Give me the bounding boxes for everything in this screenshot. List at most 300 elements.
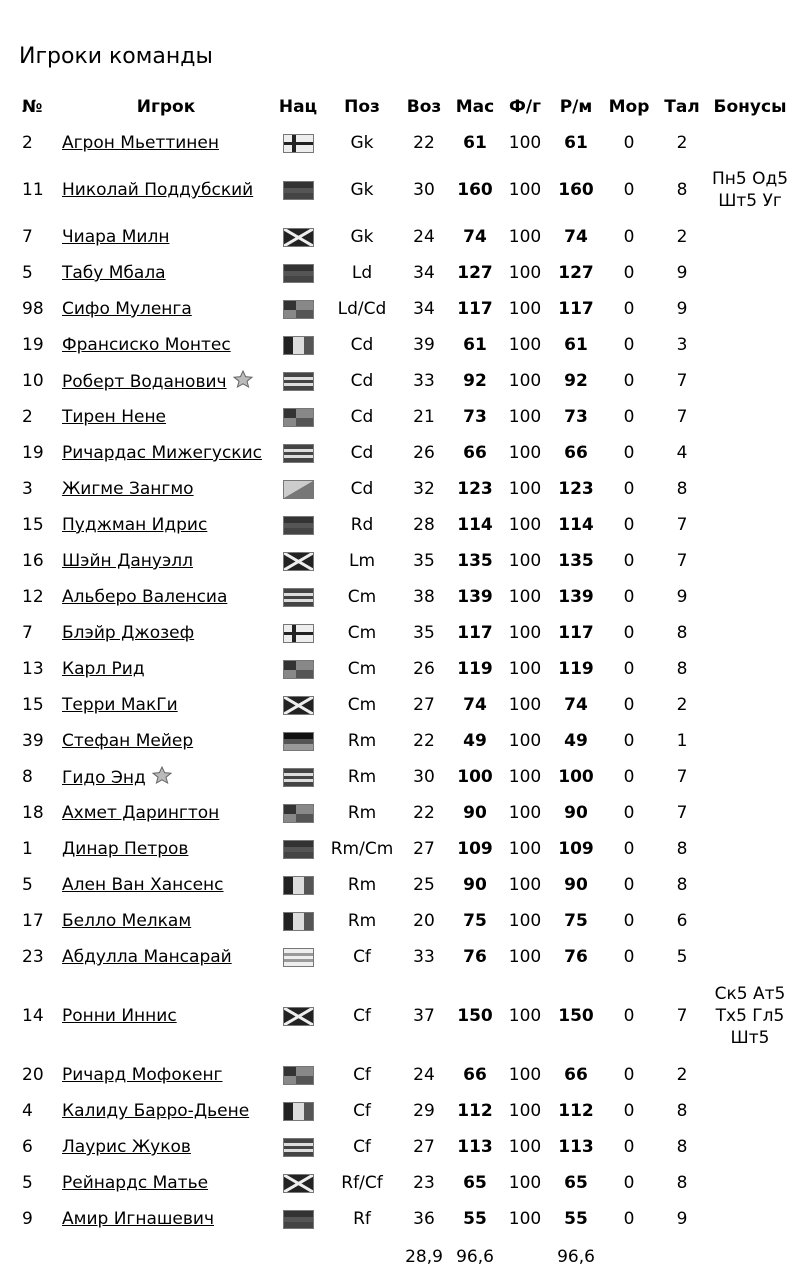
player-morale: 0 — [623, 695, 635, 715]
player-age: 27 — [413, 1137, 435, 1157]
player-age: 37 — [413, 1006, 435, 1026]
table-row — [22, 579, 792, 615]
player-cell — [62, 1129, 270, 1165]
player-number: 13 — [22, 659, 44, 679]
column-header-age: Воз — [406, 97, 442, 117]
player-number: 23 — [22, 947, 44, 967]
bonus-cell — [708, 161, 792, 219]
table-row — [22, 939, 792, 975]
player-mastery: 117 — [457, 299, 493, 319]
player-mastery: 73 — [463, 407, 487, 427]
bonus-cell — [708, 363, 792, 399]
nationality-cell — [270, 219, 326, 255]
player-name-link[interactable]: Белло Мелкам — [62, 911, 192, 931]
player-age: 29 — [413, 1101, 435, 1121]
player-cell — [62, 327, 270, 363]
player-morale: 0 — [623, 133, 635, 153]
player-fitness: 100 — [508, 695, 542, 715]
player-age: 30 — [413, 767, 435, 787]
player-age: 26 — [413, 659, 435, 679]
player-number: 10 — [22, 371, 44, 391]
column-header-talent: Тал — [664, 97, 700, 117]
player-cell — [62, 795, 270, 831]
player-cell — [62, 161, 270, 219]
table-row — [22, 1129, 792, 1165]
player-age: 28 — [413, 515, 435, 535]
player-age: 36 — [413, 1209, 435, 1229]
player-morale: 0 — [623, 587, 635, 607]
player-cell — [62, 1201, 270, 1237]
player-name-link[interactable]: Роберт Воданович — [62, 372, 227, 392]
player-position: Gk — [350, 133, 374, 153]
player-number: 11 — [22, 180, 44, 200]
player-mastery: 127 — [457, 263, 493, 283]
averages-empty-cell — [326, 1237, 398, 1277]
player-position: Cm — [347, 659, 377, 679]
player-talent: 9 — [676, 587, 688, 607]
player-cell — [62, 1057, 270, 1093]
player-name-link[interactable]: Динар Петров — [62, 839, 189, 859]
nationality-cell — [270, 125, 326, 161]
nationality-cell — [270, 471, 326, 507]
player-talent: 2 — [676, 133, 688, 153]
saltire-flag-icon — [283, 1007, 314, 1026]
saltire-flag-icon — [283, 696, 314, 715]
player-name-link[interactable]: Блэйр Джозеф — [62, 623, 195, 643]
player-number: 1 — [22, 839, 33, 859]
player-name-link[interactable]: Пуджман Идрис — [62, 515, 208, 535]
player-morale: 0 — [623, 911, 635, 931]
players-table — [22, 89, 792, 1277]
player-morale: 0 — [623, 407, 635, 427]
mixed-flag-icon — [283, 300, 314, 319]
nationality-cell — [270, 435, 326, 471]
player-number: 14 — [22, 1006, 44, 1026]
player-mastery: 113 — [457, 1137, 493, 1157]
player-mastery: 150 — [457, 1006, 493, 1026]
player-real-mastery: 139 — [558, 587, 594, 607]
player-position: Cd — [350, 407, 374, 427]
player-number: 5 — [22, 875, 33, 895]
nationality-cell — [270, 903, 326, 939]
player-number: 18 — [22, 803, 44, 823]
player-name-link[interactable]: Рейнардс Матье — [62, 1173, 209, 1193]
player-name-link[interactable]: Франсиско Монтес — [62, 335, 231, 355]
player-position: Cd — [350, 443, 374, 463]
table-row — [22, 903, 792, 939]
player-age: 33 — [413, 947, 435, 967]
column-header-nationality: Нац — [278, 97, 318, 117]
player-mastery: 109 — [457, 839, 493, 859]
star-icon — [151, 766, 173, 784]
averages-empty-cell — [656, 1237, 708, 1277]
player-real-mastery: 73 — [564, 407, 588, 427]
player-name-link[interactable]: Чиара Милн — [62, 227, 170, 247]
table-row — [22, 219, 792, 255]
player-mastery: 66 — [463, 1065, 487, 1085]
table-row — [22, 399, 792, 435]
player-name-link[interactable]: Калиду Барро-Дьене — [62, 1101, 250, 1121]
player-name-link[interactable]: Ричардас Мижегускис — [62, 443, 262, 463]
player-real-mastery: 90 — [564, 875, 588, 895]
player-talent: 6 — [676, 911, 688, 931]
table-row — [22, 1165, 792, 1201]
average-real-mastery: 96,6 — [557, 1247, 595, 1267]
player-position: Rm/Cm — [330, 839, 394, 859]
player-real-mastery: 100 — [558, 767, 594, 787]
player-age: 23 — [413, 1173, 435, 1193]
nationality-cell — [270, 255, 326, 291]
player-number: 20 — [22, 1065, 44, 1085]
player-real-mastery: 127 — [558, 263, 594, 283]
player-age: 27 — [413, 695, 435, 715]
player-position: Cf — [353, 1006, 371, 1026]
player-fitness: 100 — [508, 407, 542, 427]
saltire-flag-icon — [283, 228, 314, 247]
table-row — [22, 687, 792, 723]
player-real-mastery: 61 — [564, 133, 588, 153]
player-position: Rf/Cf — [341, 1173, 383, 1193]
player-talent: 9 — [676, 299, 688, 319]
player-morale: 0 — [623, 803, 635, 823]
player-real-mastery: 65 — [564, 1173, 588, 1193]
nationality-cell — [270, 939, 326, 975]
player-fitness: 100 — [508, 551, 542, 571]
player-position: Rd — [350, 515, 374, 535]
player-mastery: 76 — [463, 947, 487, 967]
dark-tricolor-flag-icon — [283, 840, 314, 859]
player-morale: 0 — [623, 839, 635, 859]
player-morale: 0 — [623, 227, 635, 247]
column-header-morale: Мор — [608, 97, 650, 117]
player-fitness: 100 — [508, 803, 542, 823]
bonus-cell — [708, 723, 792, 759]
nordic-cross-flag-icon — [283, 624, 314, 643]
player-number: 12 — [22, 587, 44, 607]
player-talent: 2 — [676, 1065, 688, 1085]
player-position: Cm — [347, 587, 377, 607]
player-fitness: 100 — [508, 479, 542, 499]
player-number: 7 — [22, 227, 33, 247]
player-name-link[interactable]: Николай Поддубский — [62, 180, 254, 200]
player-mastery: 90 — [463, 875, 487, 895]
player-talent: 9 — [676, 1209, 688, 1229]
table-row — [22, 435, 792, 471]
bonus-cell — [708, 1093, 792, 1129]
player-fitness: 100 — [508, 443, 542, 463]
player-name-link[interactable]: Амир Игнашевич — [62, 1209, 215, 1229]
player-fitness: 100 — [508, 947, 542, 967]
average-age: 28,9 — [405, 1247, 443, 1267]
dark-tricolor-flag-icon — [283, 181, 314, 200]
player-real-mastery: 74 — [564, 695, 588, 715]
table-row — [22, 723, 792, 759]
player-talent: 8 — [676, 1173, 688, 1193]
player-name-link[interactable]: Карл Рид — [62, 659, 145, 679]
table-row — [22, 291, 792, 327]
table-row — [22, 1201, 792, 1237]
table-row — [22, 327, 792, 363]
player-mastery: 92 — [463, 371, 487, 391]
player-name-link[interactable]: Ричард Мофокенг — [62, 1065, 223, 1085]
vertical-tricolor-flag-icon — [283, 1102, 314, 1121]
bonus-cell — [708, 759, 792, 795]
player-position: Rm — [347, 911, 377, 931]
player-mastery: 55 — [463, 1209, 487, 1229]
nationality-cell — [270, 1129, 326, 1165]
nationality-cell — [270, 651, 326, 687]
player-number: 2 — [22, 407, 33, 427]
bonus-cell — [708, 903, 792, 939]
player-morale: 0 — [623, 875, 635, 895]
nationality-cell — [270, 507, 326, 543]
player-position: Rm — [347, 731, 377, 751]
average-mastery: 96,6 — [456, 1247, 494, 1267]
bonus-cell — [708, 255, 792, 291]
bonus-cell — [708, 1165, 792, 1201]
player-cell — [62, 939, 270, 975]
player-cell — [62, 651, 270, 687]
bonus-cell — [708, 543, 792, 579]
player-name-link[interactable]: Агрон Мьеттинен — [62, 133, 219, 153]
bonus-line: Шт5 Уг — [718, 191, 782, 211]
player-cell — [62, 903, 270, 939]
player-real-mastery: 61 — [564, 335, 588, 355]
player-number: 15 — [22, 515, 44, 535]
player-mastery: 75 — [463, 911, 487, 931]
player-cell — [62, 867, 270, 903]
table-row — [22, 1057, 792, 1093]
bonus-cell — [708, 975, 792, 1057]
player-talent: 4 — [676, 443, 688, 463]
player-fitness: 100 — [508, 731, 542, 751]
bonus-line: Тх5 Гл5 — [715, 1006, 785, 1026]
player-age: 39 — [413, 335, 435, 355]
nationality-cell — [270, 291, 326, 327]
player-age: 25 — [413, 875, 435, 895]
player-talent: 2 — [676, 695, 688, 715]
player-number: 2 — [22, 133, 33, 153]
player-name-link[interactable]: Жигме Зангмо — [62, 479, 194, 499]
player-morale: 0 — [623, 947, 635, 967]
player-real-mastery: 160 — [558, 180, 594, 200]
horizontal-stripes-flag-icon — [283, 372, 314, 391]
nationality-cell — [270, 1165, 326, 1201]
player-name-link[interactable]: Ален Ван Хансенс — [62, 875, 224, 895]
player-real-mastery: 76 — [564, 947, 588, 967]
table-row — [22, 651, 792, 687]
player-number: 19 — [22, 443, 44, 463]
column-header-number: № — [22, 97, 43, 117]
player-cell — [62, 1093, 270, 1129]
dark-tricolor-flag-icon — [283, 516, 314, 535]
player-fitness: 100 — [508, 1209, 542, 1229]
player-talent: 7 — [676, 767, 688, 787]
player-age: 22 — [413, 731, 435, 751]
light-stripes-flag-icon — [283, 948, 314, 967]
player-number: 8 — [22, 767, 33, 787]
player-position: Lm — [348, 551, 376, 571]
vertical-tricolor-flag-icon — [283, 876, 314, 895]
player-talent: 2 — [676, 227, 688, 247]
column-header-mastery: Мас — [455, 97, 495, 117]
player-cell — [62, 579, 270, 615]
player-number: 9 — [22, 1209, 33, 1229]
bonus-cell — [708, 939, 792, 975]
player-cell — [62, 399, 270, 435]
player-position: Rm — [347, 875, 377, 895]
table-header-row — [22, 89, 792, 125]
player-fitness: 100 — [508, 875, 542, 895]
player-talent: 1 — [676, 731, 688, 751]
column-header-fitness: Ф/г — [509, 97, 541, 117]
player-mastery: 114 — [457, 515, 493, 535]
player-number: 98 — [22, 299, 44, 319]
player-cell — [62, 255, 270, 291]
player-morale: 0 — [623, 263, 635, 283]
player-name-link[interactable]: Гидо Энд — [62, 768, 146, 788]
player-fitness: 100 — [508, 371, 542, 391]
nationality-cell — [270, 543, 326, 579]
player-name-link[interactable]: Ронни Иннис — [62, 1006, 177, 1026]
player-mastery: 100 — [457, 767, 493, 787]
mixed-flag-icon — [283, 804, 314, 823]
table-row — [22, 615, 792, 651]
player-cell — [62, 435, 270, 471]
player-name-link[interactable]: Лаурис Жуков — [62, 1137, 191, 1157]
player-number: 5 — [22, 263, 33, 283]
player-name-link[interactable]: Тирен Нене — [62, 407, 167, 427]
player-fitness: 100 — [508, 263, 542, 283]
player-mastery: 117 — [457, 623, 493, 643]
nationality-cell — [270, 795, 326, 831]
player-name-link[interactable]: Табу Мбала — [62, 263, 166, 283]
bonus-cell — [708, 1129, 792, 1165]
player-number: 15 — [22, 695, 44, 715]
player-mastery: 112 — [457, 1101, 493, 1121]
player-fitness: 100 — [508, 911, 542, 931]
dark-tricolor-flag-icon — [283, 264, 314, 283]
player-position: Cm — [347, 695, 377, 715]
player-mastery: 90 — [463, 803, 487, 823]
player-age: 26 — [413, 443, 435, 463]
player-fitness: 100 — [508, 180, 542, 200]
player-age: 22 — [413, 803, 435, 823]
player-cell — [62, 363, 270, 399]
player-age: 34 — [413, 299, 435, 319]
nationality-cell — [270, 363, 326, 399]
player-name-link[interactable]: Абдулла Мансарай — [62, 947, 232, 967]
player-name-link[interactable]: Сифо Муленга — [62, 299, 192, 319]
player-morale: 0 — [623, 299, 635, 319]
player-position: Rf — [353, 1209, 371, 1229]
player-talent: 8 — [676, 479, 688, 499]
player-real-mastery: 75 — [564, 911, 588, 931]
player-name-link[interactable]: Стефан Мейер — [62, 731, 194, 751]
player-fitness: 100 — [508, 1006, 542, 1026]
player-real-mastery: 90 — [564, 803, 588, 823]
averages-empty-cell — [22, 1237, 62, 1277]
player-fitness: 100 — [508, 133, 542, 153]
player-age: 20 — [413, 911, 435, 931]
player-talent: 8 — [676, 659, 688, 679]
player-real-mastery: 135 — [558, 551, 594, 571]
player-real-mastery: 117 — [558, 623, 594, 643]
column-header-real-mastery: Р/м — [559, 97, 593, 117]
table-row — [22, 831, 792, 867]
player-real-mastery: 150 — [558, 1006, 594, 1026]
player-name-link[interactable]: Терри МакГи — [62, 695, 178, 715]
bonus-cell — [708, 651, 792, 687]
player-age: 35 — [413, 551, 435, 571]
player-position: Rm — [347, 803, 377, 823]
player-fitness: 100 — [508, 1137, 542, 1157]
player-name-link[interactable]: Альберо Валенсиа — [62, 587, 228, 607]
nationality-cell — [270, 615, 326, 651]
player-fitness: 100 — [508, 839, 542, 859]
player-morale: 0 — [623, 731, 635, 751]
player-cell — [62, 291, 270, 327]
dark-tricolor-flag-icon — [283, 1210, 314, 1229]
player-age: 24 — [413, 227, 435, 247]
player-talent: 8 — [676, 839, 688, 859]
nationality-cell — [270, 1093, 326, 1129]
player-talent: 7 — [676, 407, 688, 427]
player-name-link[interactable]: Ахмет Дарингтон — [62, 803, 220, 823]
player-morale: 0 — [623, 1101, 635, 1121]
bonus-cell — [708, 579, 792, 615]
player-real-mastery: 66 — [564, 1065, 588, 1085]
player-talent: 8 — [676, 1137, 688, 1157]
player-age: 32 — [413, 479, 435, 499]
player-talent: 7 — [676, 371, 688, 391]
nationality-cell — [270, 1057, 326, 1093]
table-row — [22, 125, 792, 161]
player-position: Gk — [350, 180, 374, 200]
averages-empty-cell — [500, 1237, 550, 1277]
player-fitness: 100 — [508, 623, 542, 643]
nationality-cell — [270, 327, 326, 363]
saltire-flag-icon — [283, 552, 314, 571]
player-real-mastery: 114 — [558, 515, 594, 535]
player-fitness: 100 — [508, 515, 542, 535]
vertical-tricolor-flag-icon — [283, 912, 314, 931]
player-real-mastery: 66 — [564, 443, 588, 463]
player-position: Cf — [353, 1065, 371, 1085]
nationality-cell — [270, 1201, 326, 1237]
averages-empty-cell — [708, 1237, 792, 1277]
mixed-flag-icon — [283, 408, 314, 427]
player-morale: 0 — [623, 1065, 635, 1085]
bonus-cell — [708, 867, 792, 903]
column-header-position: Поз — [344, 97, 380, 117]
bonus-cell — [708, 125, 792, 161]
player-morale: 0 — [623, 551, 635, 571]
player-name-link[interactable]: Шэйн Дануэлл — [62, 551, 194, 571]
vertical-tricolor-flag-icon — [283, 336, 314, 355]
player-mastery: 65 — [463, 1173, 487, 1193]
table-row — [22, 471, 792, 507]
player-cell — [62, 759, 270, 795]
player-morale: 0 — [623, 659, 635, 679]
table-row — [22, 1093, 792, 1129]
player-position: Cd — [350, 371, 374, 391]
horizontal-stripes-flag-icon — [283, 588, 314, 607]
bonus-cell — [708, 507, 792, 543]
nationality-cell — [270, 867, 326, 903]
column-header-player: Игрок — [136, 97, 196, 117]
player-morale: 0 — [623, 479, 635, 499]
